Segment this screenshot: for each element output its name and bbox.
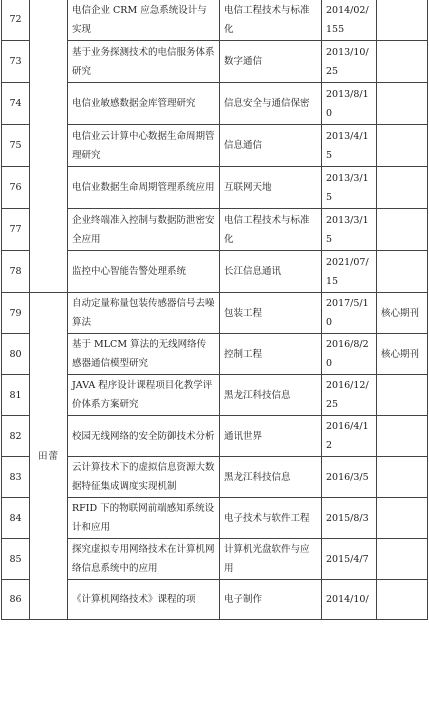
paper-title: 电信企业 CRM 应急系统设计与实现 xyxy=(68,0,220,41)
paper-title: 自动定量称量包装传感器信号去噪算法 xyxy=(68,293,220,334)
journal-name: 信息通信 xyxy=(220,125,322,167)
journal-level xyxy=(377,416,428,457)
row-number: 85 xyxy=(2,539,30,580)
row-number: 73 xyxy=(2,41,30,83)
journal-level: 核心期刊 xyxy=(377,293,428,334)
publication-table xyxy=(1,0,428,620)
paper-title: JAVA 程序设计课程项目化教学评价体系方案研究 xyxy=(68,375,220,416)
journal-level xyxy=(377,251,428,293)
paper-title: 基于业务探测技术的电信服务体系研究 xyxy=(68,41,220,83)
publish-date: 2016/8/20 xyxy=(322,334,377,375)
journal-level xyxy=(377,83,428,125)
publish-date: 2016/12/25 xyxy=(322,375,377,416)
paper-title: 基于 MLCM 算法的无线网络传感器通信模型研究 xyxy=(68,334,220,375)
journal-level xyxy=(377,580,428,620)
journal-name: 通讯世界 xyxy=(220,416,322,457)
journal-level xyxy=(377,167,428,209)
row-number: 74 xyxy=(2,83,30,125)
journal-level xyxy=(377,375,428,416)
journal-level xyxy=(377,457,428,498)
journal-level xyxy=(377,0,428,41)
journal-name: 黑龙江科技信息 xyxy=(220,457,322,498)
publish-date: 2014/10/ xyxy=(322,580,377,620)
journal-level xyxy=(377,539,428,580)
row-number: 82 xyxy=(2,416,30,457)
journal-name: 包装工程 xyxy=(220,293,322,334)
journal-name: 长江信息通讯 xyxy=(220,251,322,293)
publish-date: 2016/4/12 xyxy=(322,416,377,457)
publish-date: 2013/3/15 xyxy=(322,167,377,209)
journal-name: 控制工程 xyxy=(220,334,322,375)
row-number: 81 xyxy=(2,375,30,416)
journal-name: 信息安全与通信保密 xyxy=(220,83,322,125)
journal-name: 电子技术与软件工程 xyxy=(220,498,322,539)
row-number: 83 xyxy=(2,457,30,498)
publish-date: 2015/8/3 xyxy=(322,498,377,539)
journal-name: 电信工程技术与标准化 xyxy=(220,0,322,41)
paper-title: 云计算技术下的虚拟信息资源大数据特征集成调度实现机制 xyxy=(68,457,220,498)
table-row xyxy=(2,0,428,41)
row-number: 84 xyxy=(2,498,30,539)
row-number: 80 xyxy=(2,334,30,375)
publish-date: 2015/4/7 xyxy=(322,539,377,580)
journal-name: 计算机光盘软件与应用 xyxy=(220,539,322,580)
paper-title: 企业终端准入控制与数据防泄密安全应用 xyxy=(68,209,220,251)
paper-title: 监控中心智能告警处理系统 xyxy=(68,251,220,293)
paper-title: 电信业数据生命周期管理系统应用 xyxy=(68,167,220,209)
row-number: 76 xyxy=(2,167,30,209)
journal-level xyxy=(377,41,428,83)
row-number: 72 xyxy=(2,0,30,41)
row-number: 79 xyxy=(2,293,30,334)
paper-title: 电信业云计算中心数据生命周期管理研究 xyxy=(68,125,220,167)
author-cell-upper xyxy=(30,0,68,293)
publish-date: 2013/10/25 xyxy=(322,41,377,83)
journal-level xyxy=(377,125,428,167)
publish-date: 2017/5/10 xyxy=(322,293,377,334)
journal-level xyxy=(377,498,428,539)
publish-date: 2013/4/15 xyxy=(322,125,377,167)
paper-title: 探究虚拟专用网络技术在计算机网络信息系统中的应用 xyxy=(68,539,220,580)
paper-title: 校园无线网络的安全防御技术分析 xyxy=(68,416,220,457)
author-name: 田蕾 xyxy=(30,293,68,620)
table-row xyxy=(2,293,428,334)
journal-name: 电信工程技术与标准化 xyxy=(220,209,322,251)
row-number: 86 xyxy=(2,580,30,620)
journal-name: 互联网天地 xyxy=(220,167,322,209)
journal-name: 电子制作 xyxy=(220,580,322,620)
publish-date: 2013/8/10 xyxy=(322,83,377,125)
journal-name: 黑龙江科技信息 xyxy=(220,375,322,416)
row-number: 77 xyxy=(2,209,30,251)
publish-date: 2021/07/15 xyxy=(322,251,377,293)
paper-title: 《计算机网络技术》课程的项 xyxy=(68,580,220,620)
publish-date: 2016/3/5 xyxy=(322,457,377,498)
journal-level: 核心期刊 xyxy=(377,334,428,375)
journal-level xyxy=(377,209,428,251)
publish-date: 2014/02/155 xyxy=(322,0,377,41)
row-number: 75 xyxy=(2,125,30,167)
row-number: 78 xyxy=(2,251,30,293)
publish-date: 2013/3/15 xyxy=(322,209,377,251)
journal-name: 数字通信 xyxy=(220,41,322,83)
paper-title: RFID 下的物联网前端感知系统设计和应用 xyxy=(68,498,220,539)
paper-title: 电信业敏感数据金库管理研究 xyxy=(68,83,220,125)
